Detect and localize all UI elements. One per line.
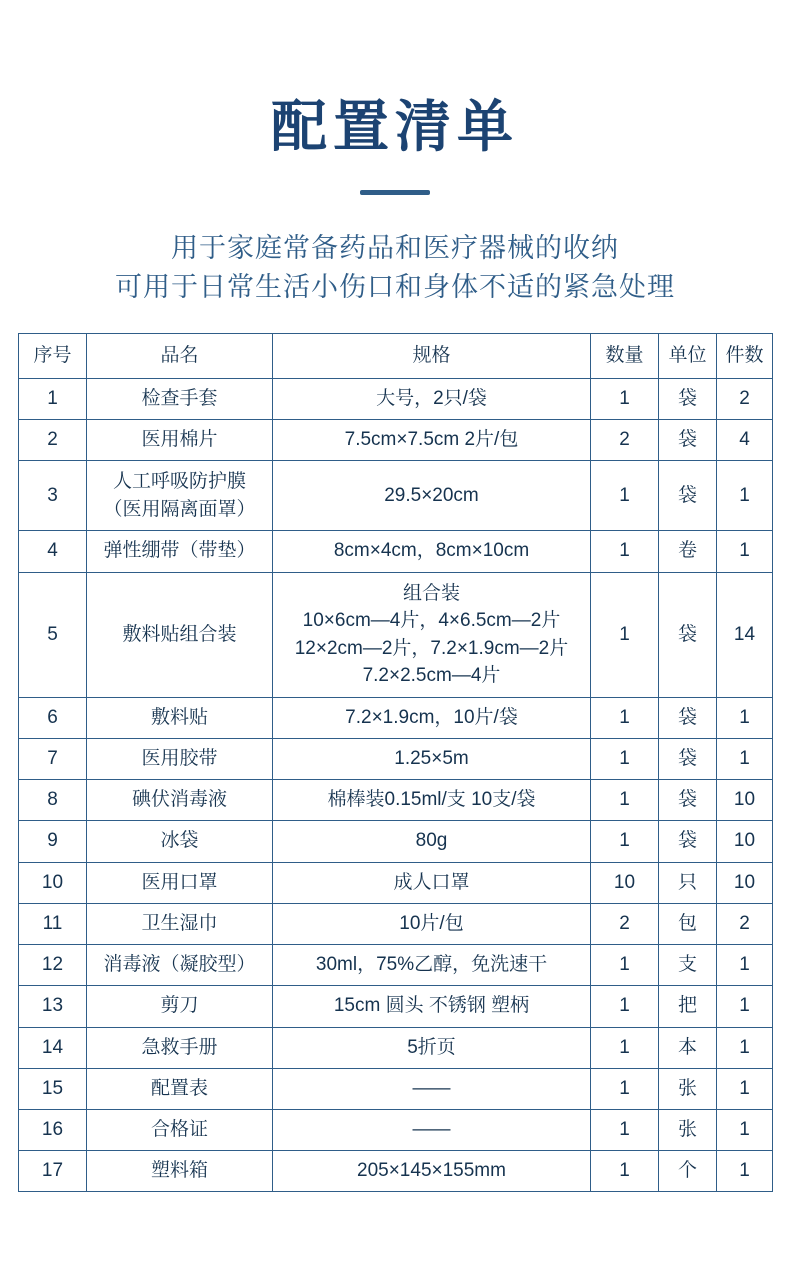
cell-index: 6 [19, 697, 87, 738]
title-divider-wrap [0, 190, 790, 195]
cell-name: 冰袋 [87, 821, 273, 862]
cell-spec: 15cm 圆头 不锈钢 塑柄 [273, 986, 591, 1027]
cell-spec: 组合装 10×6cm—4片，4×6.5cm—2片 12×2cm—2片，7.2×1.9cm—2片 7.2×2.5cm—4片 [273, 572, 591, 697]
page-title: 配置清单 [271, 95, 519, 158]
cell-spec: 30ml，75%乙醇，免洗速干 [273, 945, 591, 986]
cell-name: 医用口罩 [87, 862, 273, 903]
table-row [19, 378, 773, 419]
cell-name: 敷料贴 [87, 697, 273, 738]
cell-quantity: 2 [591, 420, 659, 461]
cell-quantity: 1 [591, 945, 659, 986]
cell-pieces: 1 [717, 461, 773, 531]
cell-quantity: 2 [591, 903, 659, 944]
table-row [19, 862, 773, 903]
cell-index: 3 [19, 461, 87, 531]
cell-unit: 支 [659, 945, 717, 986]
table-row [19, 821, 773, 862]
cell-spec: —— [273, 1110, 591, 1151]
cell-index: 9 [19, 821, 87, 862]
cell-pieces: 1 [717, 1068, 773, 1109]
spec-table-body [19, 378, 773, 1192]
cell-quantity: 1 [591, 697, 659, 738]
cell-name: 卫生湿巾 [87, 903, 273, 944]
cell-pieces: 1 [717, 697, 773, 738]
table-row [19, 1151, 773, 1192]
table-row [19, 986, 773, 1027]
cell-quantity: 1 [591, 1027, 659, 1068]
subtitle-line-1: 用于家庭常备药品和医疗器械的收纳 [171, 232, 619, 263]
cell-pieces: 2 [717, 378, 773, 419]
cell-name: 医用棉片 [87, 420, 273, 461]
cell-index: 12 [19, 945, 87, 986]
table-row [19, 461, 773, 531]
cell-spec: 205×145×155mm [273, 1151, 591, 1192]
cell-name: 弹性绷带（带垫） [87, 531, 273, 572]
cell-index: 7 [19, 739, 87, 780]
cell-quantity: 1 [591, 739, 659, 780]
cell-quantity: 1 [591, 531, 659, 572]
cell-name: 塑料箱 [87, 1151, 273, 1192]
cell-unit: 袋 [659, 780, 717, 821]
table-row [19, 1027, 773, 1068]
cell-index: 2 [19, 420, 87, 461]
cell-unit: 本 [659, 1027, 717, 1068]
cell-pieces: 10 [717, 821, 773, 862]
cell-quantity: 1 [591, 821, 659, 862]
cell-spec: 大号，2只/袋 [273, 378, 591, 419]
cell-unit: 袋 [659, 697, 717, 738]
table-row [19, 1110, 773, 1151]
cell-name: 消毒液（凝胶型） [87, 945, 273, 986]
cell-name: 合格证 [87, 1110, 273, 1151]
table-row [19, 697, 773, 738]
col-header-unit: 单位 [659, 333, 717, 378]
cell-spec: 8cm×4cm，8cm×10cm [273, 531, 591, 572]
cell-index: 14 [19, 1027, 87, 1068]
cell-pieces: 2 [717, 903, 773, 944]
table-row [19, 1068, 773, 1109]
cell-pieces: 1 [717, 945, 773, 986]
table-row [19, 945, 773, 986]
cell-index: 11 [19, 903, 87, 944]
cell-quantity: 1 [591, 986, 659, 1027]
cell-unit: 把 [659, 986, 717, 1027]
cell-name: 人工呼吸防护膜 （医用隔离面罩） [87, 461, 273, 531]
cell-quantity: 1 [591, 1151, 659, 1192]
cell-quantity: 1 [591, 1068, 659, 1109]
cell-index: 10 [19, 862, 87, 903]
cell-unit: 袋 [659, 821, 717, 862]
cell-index: 4 [19, 531, 87, 572]
cell-quantity: 1 [591, 780, 659, 821]
cell-index: 1 [19, 378, 87, 419]
cell-pieces: 14 [717, 572, 773, 697]
table-header-row [19, 333, 773, 378]
cell-name: 剪刀 [87, 986, 273, 1027]
cell-pieces: 1 [717, 739, 773, 780]
table-row [19, 903, 773, 944]
col-header-spec: 规格 [273, 333, 591, 378]
col-header-pieces: 件数 [717, 333, 773, 378]
cell-spec: 29.5×20cm [273, 461, 591, 531]
cell-pieces: 1 [717, 986, 773, 1027]
cell-unit: 包 [659, 903, 717, 944]
table-row [19, 531, 773, 572]
cell-unit: 袋 [659, 378, 717, 419]
cell-spec: 7.2×1.9cm，10片/袋 [273, 697, 591, 738]
cell-spec: 1.25×5m [273, 739, 591, 780]
cell-quantity: 1 [591, 378, 659, 419]
cell-spec: 5折页 [273, 1027, 591, 1068]
cell-unit: 只 [659, 862, 717, 903]
cell-name: 医用胶带 [87, 739, 273, 780]
subtitle-line-2: 可用于日常生活小伤口和身体不适的紧急处理 [115, 271, 675, 302]
cell-pieces: 1 [717, 1110, 773, 1151]
cell-name: 检查手套 [87, 378, 273, 419]
cell-index: 16 [19, 1110, 87, 1151]
table-row [19, 780, 773, 821]
col-header-index: 序号 [19, 333, 87, 378]
table-row [19, 420, 773, 461]
spec-table-head [19, 333, 773, 378]
cell-quantity: 1 [591, 461, 659, 531]
cell-unit: 袋 [659, 572, 717, 697]
cell-spec: 7.5cm×7.5cm 2片/包 [273, 420, 591, 461]
cell-pieces: 10 [717, 862, 773, 903]
cell-quantity: 1 [591, 1110, 659, 1151]
table-row [19, 739, 773, 780]
page-header [0, 0, 790, 307]
cell-unit: 袋 [659, 739, 717, 780]
cell-index: 8 [19, 780, 87, 821]
cell-spec: 10片/包 [273, 903, 591, 944]
cell-name: 碘伏消毒液 [87, 780, 273, 821]
cell-unit: 张 [659, 1068, 717, 1109]
spec-table-wrap [18, 333, 772, 1193]
title-divider [360, 190, 430, 195]
cell-unit: 个 [659, 1151, 717, 1192]
col-header-qty: 数量 [591, 333, 659, 378]
spec-table [18, 333, 773, 1193]
col-header-name: 品名 [87, 333, 273, 378]
cell-unit: 袋 [659, 461, 717, 531]
cell-pieces: 1 [717, 1151, 773, 1192]
cell-quantity: 1 [591, 572, 659, 697]
table-row [19, 572, 773, 697]
cell-index: 13 [19, 986, 87, 1027]
cell-name: 敷料贴组合装 [87, 572, 273, 697]
cell-index: 17 [19, 1151, 87, 1192]
cell-unit: 袋 [659, 420, 717, 461]
cell-spec: 80g [273, 821, 591, 862]
cell-quantity: 10 [591, 862, 659, 903]
page-subtitle [0, 229, 790, 307]
cell-unit: 张 [659, 1110, 717, 1151]
cell-pieces: 1 [717, 1027, 773, 1068]
cell-name: 急救手册 [87, 1027, 273, 1068]
cell-name: 配置表 [87, 1068, 273, 1109]
cell-spec: —— [273, 1068, 591, 1109]
cell-unit: 卷 [659, 531, 717, 572]
cell-index: 5 [19, 572, 87, 697]
cell-pieces: 4 [717, 420, 773, 461]
cell-spec: 棉棒装0.15ml/支 10支/袋 [273, 780, 591, 821]
cell-index: 15 [19, 1068, 87, 1109]
cell-spec: 成人口罩 [273, 862, 591, 903]
cell-pieces: 1 [717, 531, 773, 572]
cell-pieces: 10 [717, 780, 773, 821]
